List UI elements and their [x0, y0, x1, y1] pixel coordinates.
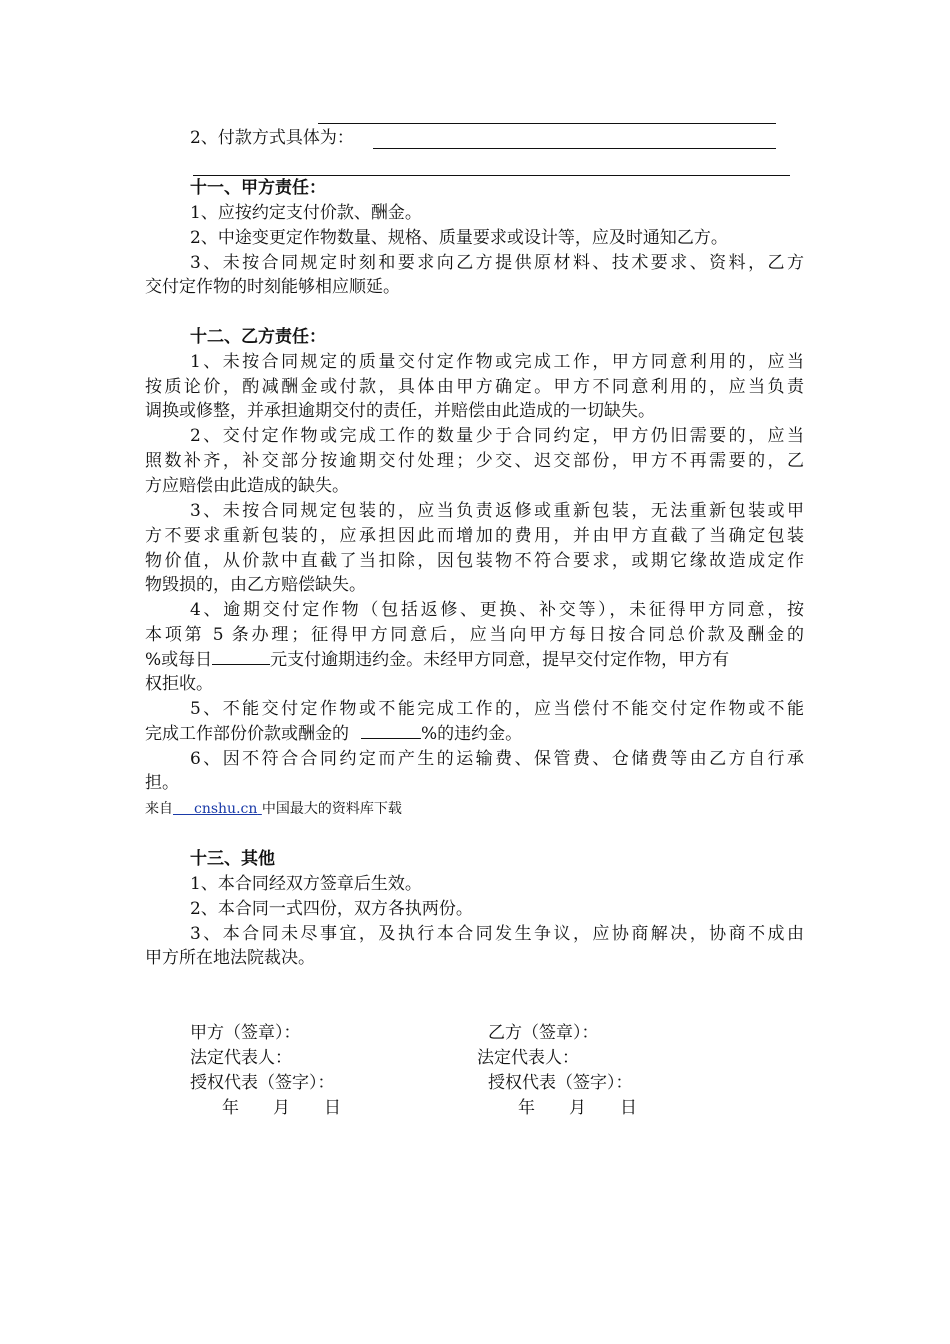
section-12-line: 方不要求重新包装的，应承担因此而增加的费用，并由甲方直截了当确定包装	[145, 526, 804, 546]
payment-blank-line-2	[373, 148, 776, 149]
payment-item-2: 2、付款方式具体为：	[190, 128, 354, 148]
section-12-line: 2、交付定作物或完成工作的数量少于合同约定，甲方仍旧需要的，应当	[190, 426, 804, 446]
section-11-title: 十一、甲方责任：	[190, 178, 326, 198]
section-12-line: 权拒收。	[145, 674, 213, 694]
section-12-line: 1、未按合同规定的质量交付定作物或完成工作，甲方同意利用的，应当	[190, 352, 804, 372]
penalty-amount-text: 完成工作部份价款或酬金的	[145, 724, 349, 744]
party-a-seal: 甲方（签章）：	[190, 1023, 301, 1043]
section-11-line: 3、未按合同规定时刻和要求向乙方提供原材料、技术要求、资料，乙方	[190, 253, 804, 273]
section-11-line: 1、应按约定支付价款、酬金。	[190, 203, 422, 223]
source-prefix: 来自	[145, 801, 173, 817]
source-credit	[145, 799, 402, 819]
party-b-seal: 乙方（签章）：	[488, 1023, 599, 1043]
section-12-line: 按质论价，酌减酬金或付款，具体由甲方确定。甲方不同意利用的，应当负责	[145, 377, 804, 397]
section-12-line: 物毁损的，由乙方赔偿缺失。	[145, 575, 366, 595]
party-a-auth-rep: 授权代表（签字）：	[190, 1073, 335, 1093]
section-12-line: 4、逾期交付定作物（包括返修、更换、补交等），未征得甲方同意，按	[190, 600, 804, 620]
section-13-line: 1、本合同经双方签章后生效。	[190, 874, 422, 894]
section-12-line: 3、未按合同规定包装的，应当负责返修或重新包装，无法重新包装或甲	[190, 501, 804, 521]
party-a-date: 年 月 日	[222, 1098, 341, 1118]
section-12-line: 照数补齐，补交部分按逾期交付处理；少交、迟交部份，甲方不再需要的，乙	[145, 451, 804, 471]
section-12-line: 担。	[145, 773, 179, 793]
section-12-line: 5、不能交付定作物或不能完成工作的，应当偿付不能交付定作物或不能	[190, 699, 804, 719]
section-13-line: 甲方所在地法院裁决。	[145, 948, 315, 968]
source-link[interactable]: cnshu.cn	[194, 801, 258, 817]
penalty-percent-text: %或每日	[145, 650, 213, 670]
daily-amount-blank	[212, 648, 270, 665]
source-suffix: 中国最大的资料库下载	[261, 801, 402, 817]
penalty-rest-text: 元支付逾期违约金。未经甲方同意，提早交付定作物，甲方有	[270, 650, 730, 670]
section-12-line: 6、因不符合合同约定而产生的运输费、保管费、仓储费等由乙方自行承	[190, 749, 804, 769]
party-a-legal-rep: 法定代表人：	[190, 1048, 292, 1068]
section-13-title: 十三、其他	[190, 849, 275, 869]
party-b-auth-rep: 授权代表（签字）：	[488, 1073, 633, 1093]
penalty-percent-blank	[361, 722, 421, 739]
payment-blank-line-1	[318, 123, 776, 124]
section-12-line: 物价值，从价款中直截了当扣除，因包装物不符合要求，或期它缘故造成定作	[145, 551, 804, 571]
section-11-line: 交付定作物的时刻能够相应顺延。	[145, 277, 400, 297]
party-b-date: 年 月 日	[518, 1098, 637, 1118]
section-13-line: 2、本合同一式四份，双方各执两份。	[190, 899, 473, 919]
section-12-penalty-line	[145, 648, 729, 672]
section-11-line: 2、中途变更定作物数量、规格、质量要求或设计等，应及时通知乙方。	[190, 228, 728, 248]
section-12-title: 十二、乙方责任：	[190, 327, 326, 347]
section-12-line: 方应赔偿由此造成的缺失。	[145, 476, 349, 496]
section-12-penalty-line-2	[145, 722, 522, 746]
party-b-legal-rep: 法定代表人：	[477, 1048, 579, 1068]
penalty-suffix-text: %的违约金。	[421, 724, 523, 744]
section-12-line: 调换或修整，并承担逾期交付的责任，并赔偿由此造成的一切缺失。	[145, 401, 655, 421]
section-13-line: 3、本合同未尽事宜，及执行本合同发生争议，应协商解决，协商不成由	[190, 924, 804, 944]
section-12-line: 本项第 5 条办理；征得甲方同意后，应当向甲方每日按合同总价款及酬金的	[145, 625, 804, 645]
